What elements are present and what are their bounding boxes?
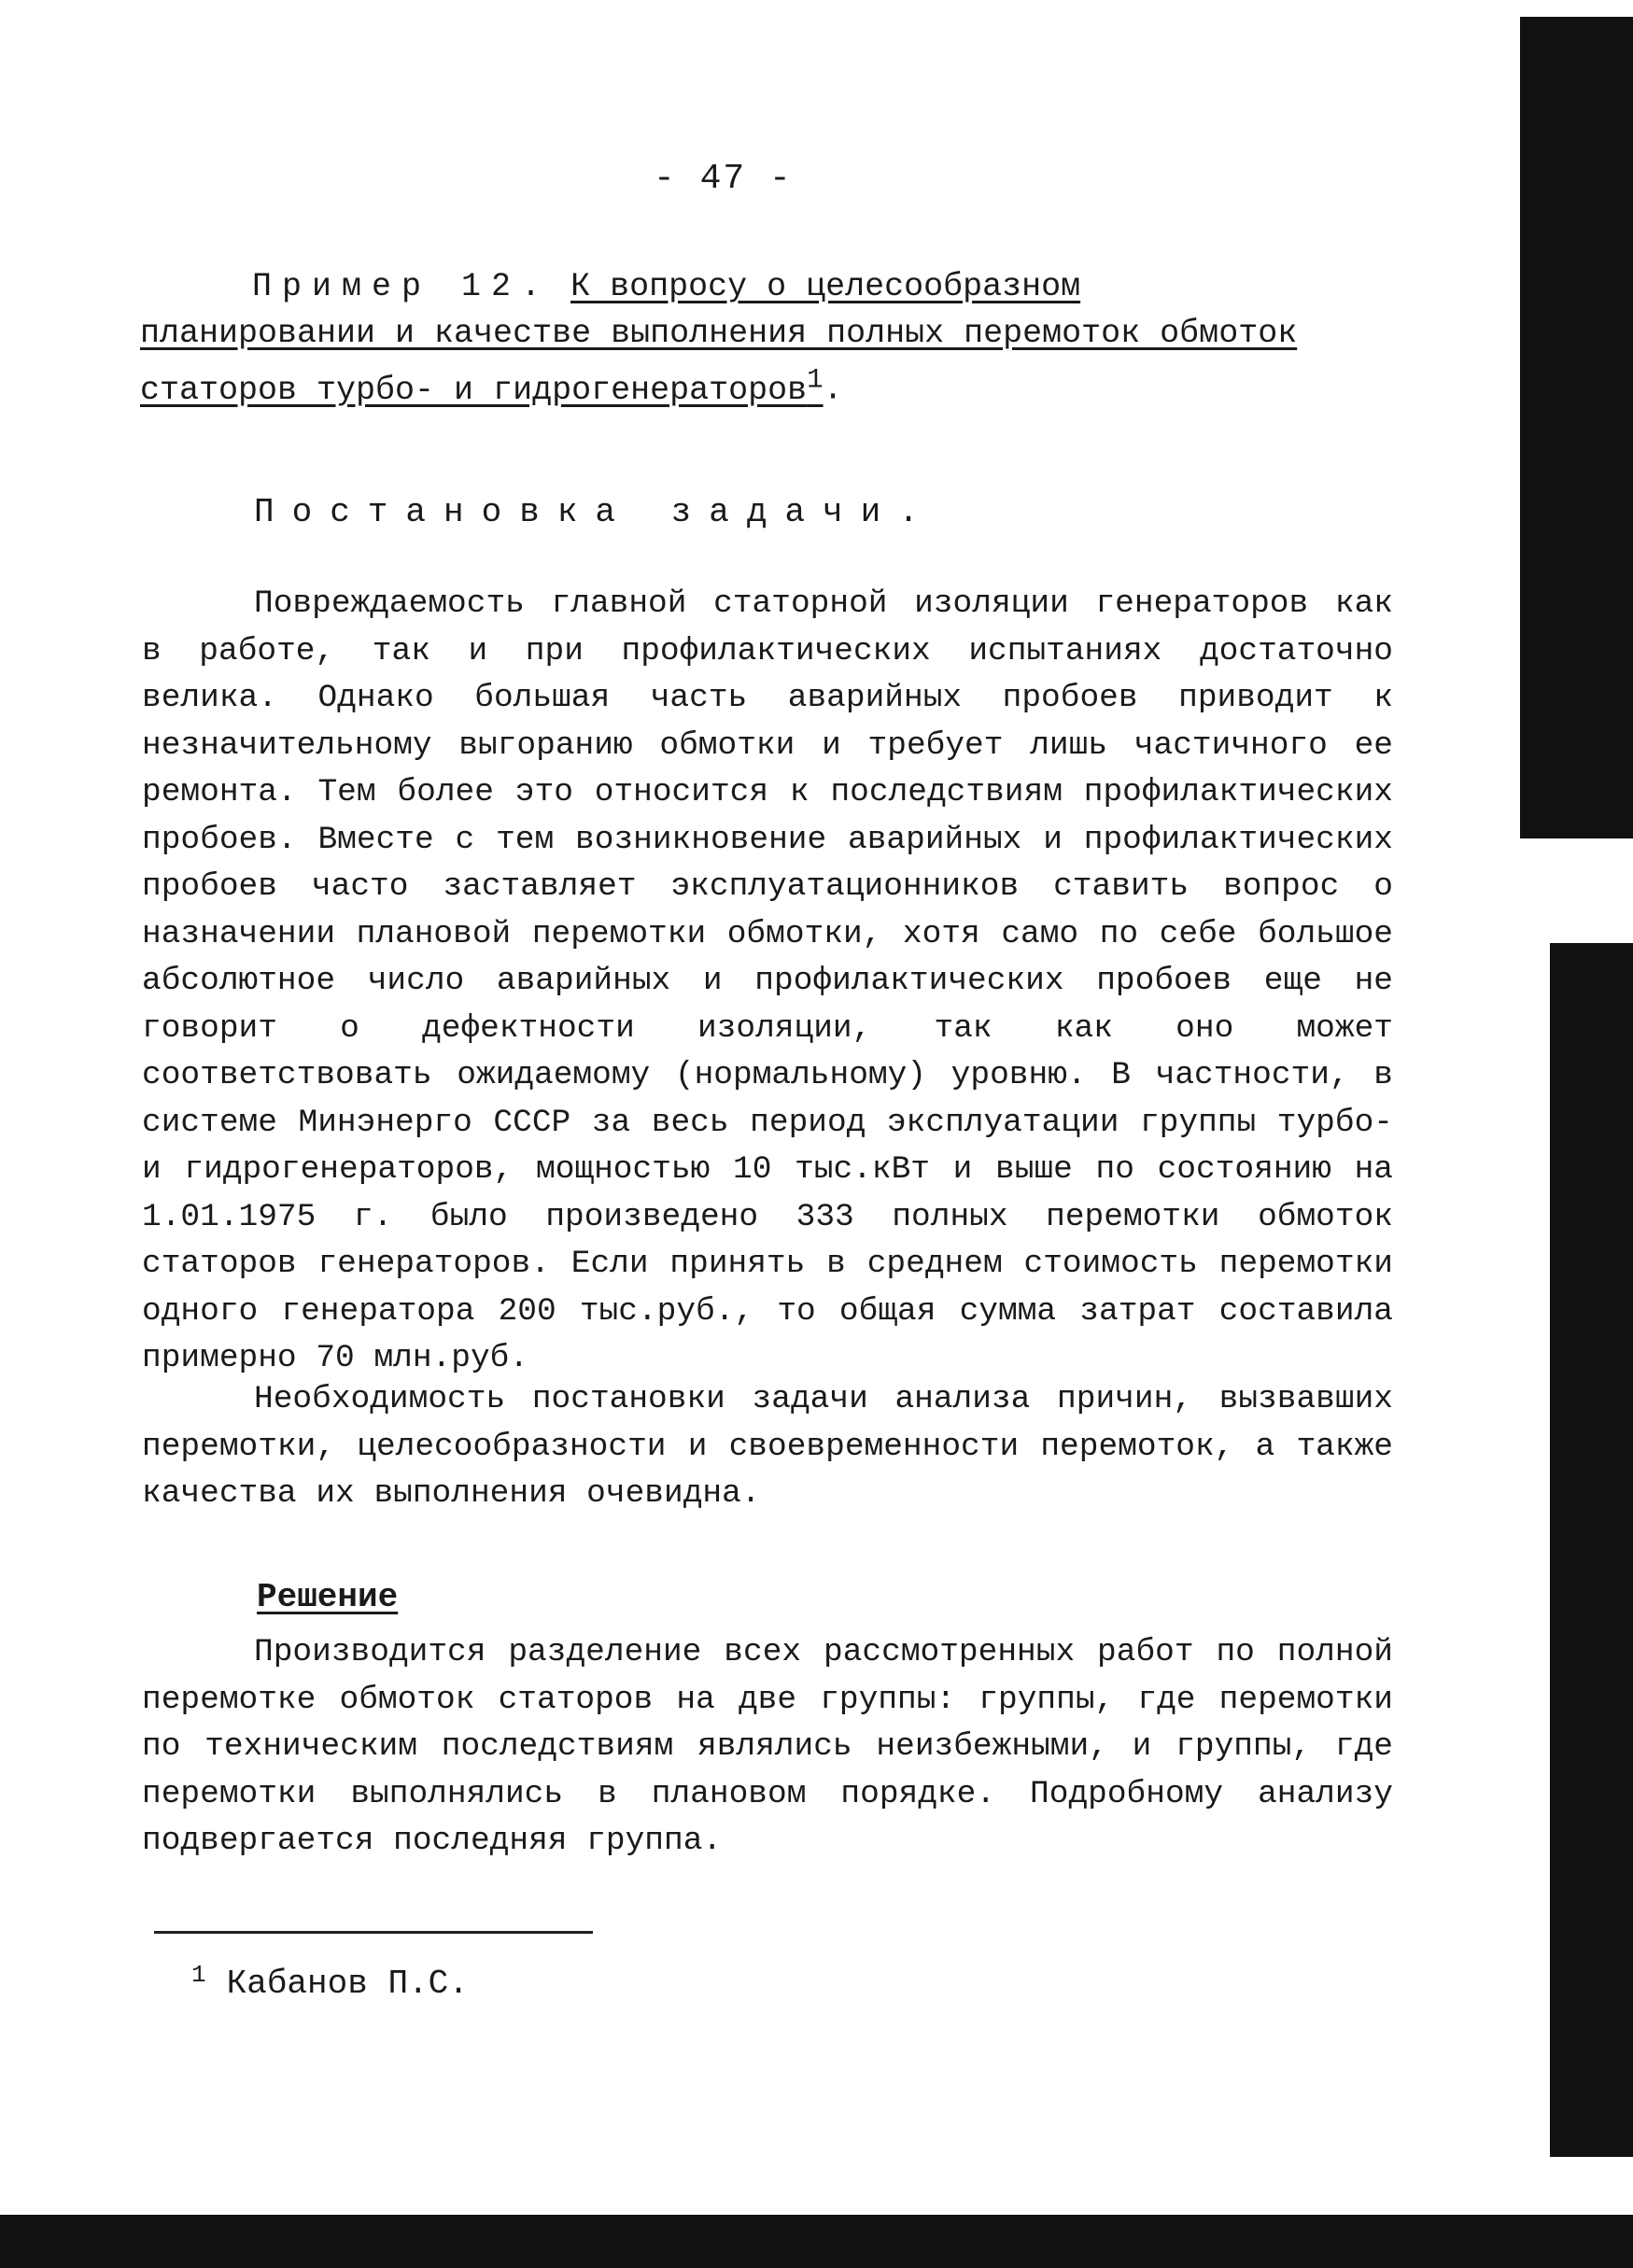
- scan-edge-right-top: [1520, 17, 1633, 838]
- solution-title: Решение: [257, 1578, 399, 1616]
- paragraph-necessity: [142, 1376, 1393, 1518]
- paragraph-text: Производится разделение всех рассмотренных работ по полной перемотке обмоток статоров на две группы: группы, где перемотки по техническим последствиям являлись неизбежными, и группы, где перемотки выполнялись в плановом порядке. Подробному анализу подвергается последняя группа.: [142, 1634, 1393, 1859]
- example-title-text: К вопросу о целесообразном планировании и качестве выполнения полных перемоток обмоток статоров турбо- и гидрогенераторов: [140, 268, 1298, 409]
- example-label: Пример 12.: [252, 268, 552, 305]
- example-heading: [140, 263, 1335, 414]
- footnote-divider: [154, 1931, 593, 1934]
- paragraph-problem-statement: [142, 581, 1393, 1383]
- section-title: Постановка задачи.: [254, 493, 936, 531]
- footnote-reference[interactable]: 1: [807, 364, 824, 395]
- paragraph-solution: [142, 1629, 1393, 1866]
- footnote-mark: 1: [191, 1961, 206, 1989]
- paragraph-text: Необходимость постановки задачи анализа причин, вызвавших перемотки, целесообразности и своевременности перемоток, а также качества их выполнения очевидна.: [142, 1381, 1393, 1512]
- page-number: - 47 -: [654, 159, 793, 199]
- example-title-end: .: [823, 371, 843, 409]
- footnote-text: Кабанов П.С.: [226, 1965, 469, 2003]
- scan-edge-right-bottom: [1550, 943, 1633, 2157]
- scan-edge-bottom: [0, 2215, 1633, 2268]
- footnote: [191, 1961, 469, 2003]
- paragraph-text: Повреждаемость главной статорной изоляции генераторов как в работе, так и при профилактических испытаниях достаточно велика. Однако большая часть аварийных пробоев приводит к незначительному выгоранию обмотки и требует лишь частичного ее ремонта. Тем более это относится к последствиям профилактических пробоев. Вместе с тем возникновение аварийных и профилактических пробоев часто заставляет эксплуатационников ставить вопрос о назначении плановой перемотки обмотки, хотя само по себе большое абсолютное число аварийных и профилактических пробоев еще не говорит о дефектности изоляции, так как оно может соответствовать ожидаемому (нормальному) уровню. В частности, в системе Минэнерго СССР за весь период эксплуатации группы турбо- и гидрогенераторов, мощностью 10 тыс.кВт и выше по состоянию на 1.01.1975 г. было произведено 333 полных перемотки обмоток статоров генераторов. Если принять в среднем стоимость перемотки одного генератора 200 тыс.руб., то общая сумма затрат составила примерно 70 млн.руб.: [142, 585, 1393, 1376]
